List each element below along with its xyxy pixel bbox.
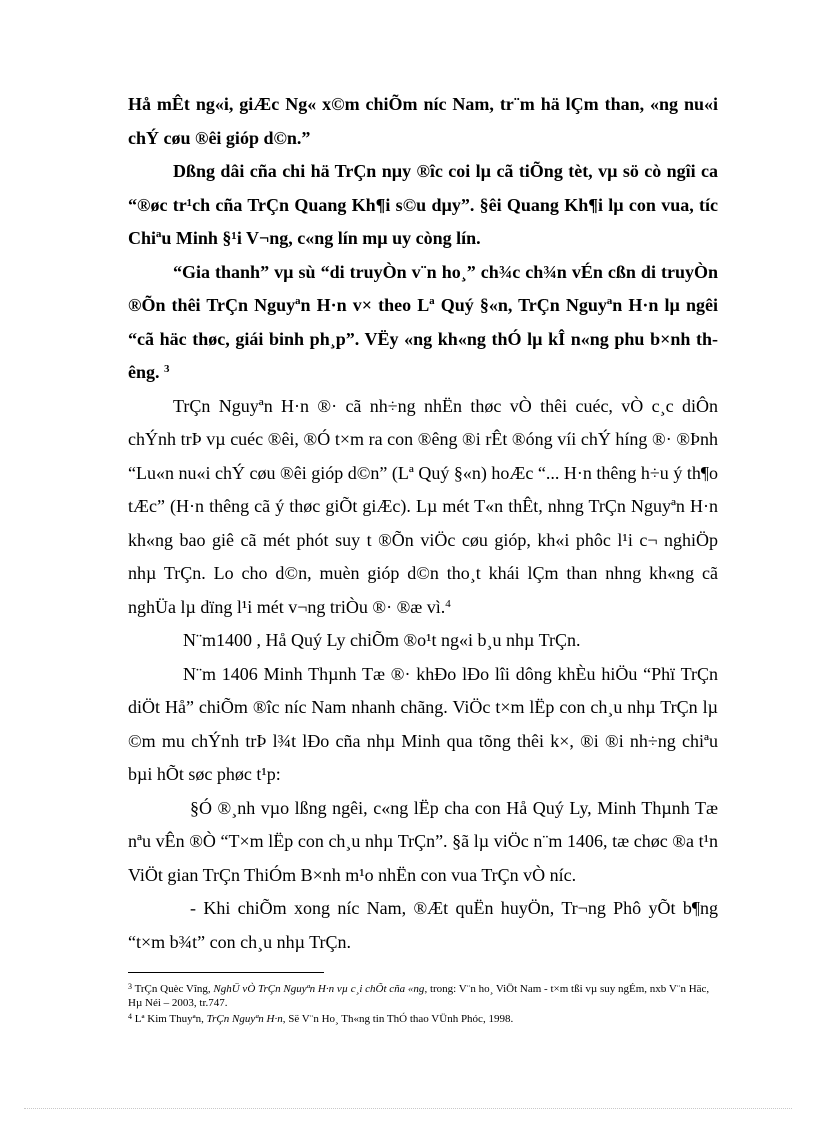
footnotes (128, 980, 718, 1026)
paragraph-2: Dßng dâi cña chi hä TrÇn nµy ®îc coi lµ cã tiÕng tèt, vµ sö cò ngîi ca “®øc tr¹ch cña TrÇn Quang Kh¶i s©u dµy”. §êi Quang Kh¶i lµ con vua, tíc Chiªu Minh §¹i V¬ng, c«ng lín mµ uy còng lín. (128, 161, 718, 248)
paragraph-6: N¨m 1406 Minh Thµnh Tæ ®· khÐo lÐo lîi dông khÈu hiÖu “Phï TrÇn diÖt Hå” chiÕm ®îc níc Nam nhanh chãng. ViÖc t×m lËp con ch¸u nhµ TrÇn lµ ©m mu chÝnh trÞ l¾t lÐo cña nhµ Minh qua tõng thêi k×, ®i ®i nh÷ng chiªu bµi hÕt søc phøc t¹p: (128, 663, 718, 784)
paragraph-4: TrÇn Nguyªn H·n ®· cã nh÷ng nhËn thøc vÒ thêi cuéc, vÒ c¸c diÔn chÝnh trÞ vµ cuéc ®êi, ®Ó t×m ra con ®êng ®i rÊt ®óng víi chÝ híng ®· ®Þnh “Lu«n nu«i chÝ cøu ®êi gióp d©n” (Lª Quý §«n) hoÆc “... H·n thêng h÷u ý th¶o tÆc” (H·n thêng cã ý thøc giÕt giÆc). Lµ mét T«n thÊt, nhng TrÇn Nguyªn H·n kh«ng bao giê cã mét phót suy t ®Õn viÖc cøu gióp, kh«i phôc l¹i c¬ nghiÖp nhµ TrÇn. Lo cho d©n, muèn gióp d©n tho¸t khái lÇm than nhng kh«ng cã nghÜa lµ dïng l¹i mét v¬ng triÒu ®· ®æ vì.$^4$ (128, 395, 718, 617)
body-text (128, 88, 718, 959)
footnote-separator (128, 972, 324, 973)
footnote-4: $^4$ Lª Kim Thuyªn, TrÇn Nguyªn H·n, Së V¨n Ho¸ Th«ng tin ThÓ thao VÜnh Phóc, 1998. (128, 1012, 514, 1025)
footnote-3: $^3$ TrÇn Quèc Vîng, NghÜ vÒ TrÇn Nguyªn H·n vµ c¸i chÕt cña «ng, trong: V¨n ho¸ ViÖt Nam - t×m tßi vµ suy ngÉm, nxb V¨n Häc, Hµ Néi – 2003, tr.747. (128, 982, 710, 1009)
footnote-ref-4[interactable]: 4 (445, 597, 451, 610)
paragraph-1: Hå mÊt ng«i, giÆc Ng« x©m chiÕm níc Nam, tr¨m hä lÇm than, «ng nu«i chÝ cøu ®êi gióp d©n.” (128, 94, 718, 148)
paragraph-5: N¨m1400 , Hå Quý Ly chiÕm ®o¹t ng«i b¸u nhµ TrÇn. (183, 630, 581, 650)
footnote-ref-3[interactable]: 3 (164, 363, 170, 375)
paragraph-3: “Gia thanh” vµ sù “di truyÒn v¨n ho¸” ch¾c ch¾n vÉn cßn di truyÒn ®Õn thêi TrÇn Nguyªn H·n v× theo Lª Quý §«n, TrÇn Nguyªn H·n lµ ngêi “cã häc thøc, giái binh ph¸p”. VËy «ng kh«ng thÓ lµ kÎ n«ng phu b×nh thêng. $^3$ (128, 261, 718, 382)
paragraph-7: §Ó ®¸nh vµo lßng ngêi, c«ng lËp cha con Hå Quý Ly, Minh Thµnh Tæ nªu vÊn ®Ò “T×m lËp con ch¸u nhµ TrÇn”. §ã lµ viÖc n¨m 1406, tæ chøc ®a t¹n ViÖt gian TrÇn ThiÓm B×nh m¹o nhËn con vua TrÇn vÒ níc. (128, 797, 718, 885)
paragraph-8: - Khi chiÕm xong níc Nam, ®Æt quËn huyÖn, Tr¬ng Phô yÕt b¶ng “t×m b¾t” con ch¸u nhµ TrÇn. (128, 898, 718, 952)
page-bottom-rule (24, 1108, 792, 1109)
